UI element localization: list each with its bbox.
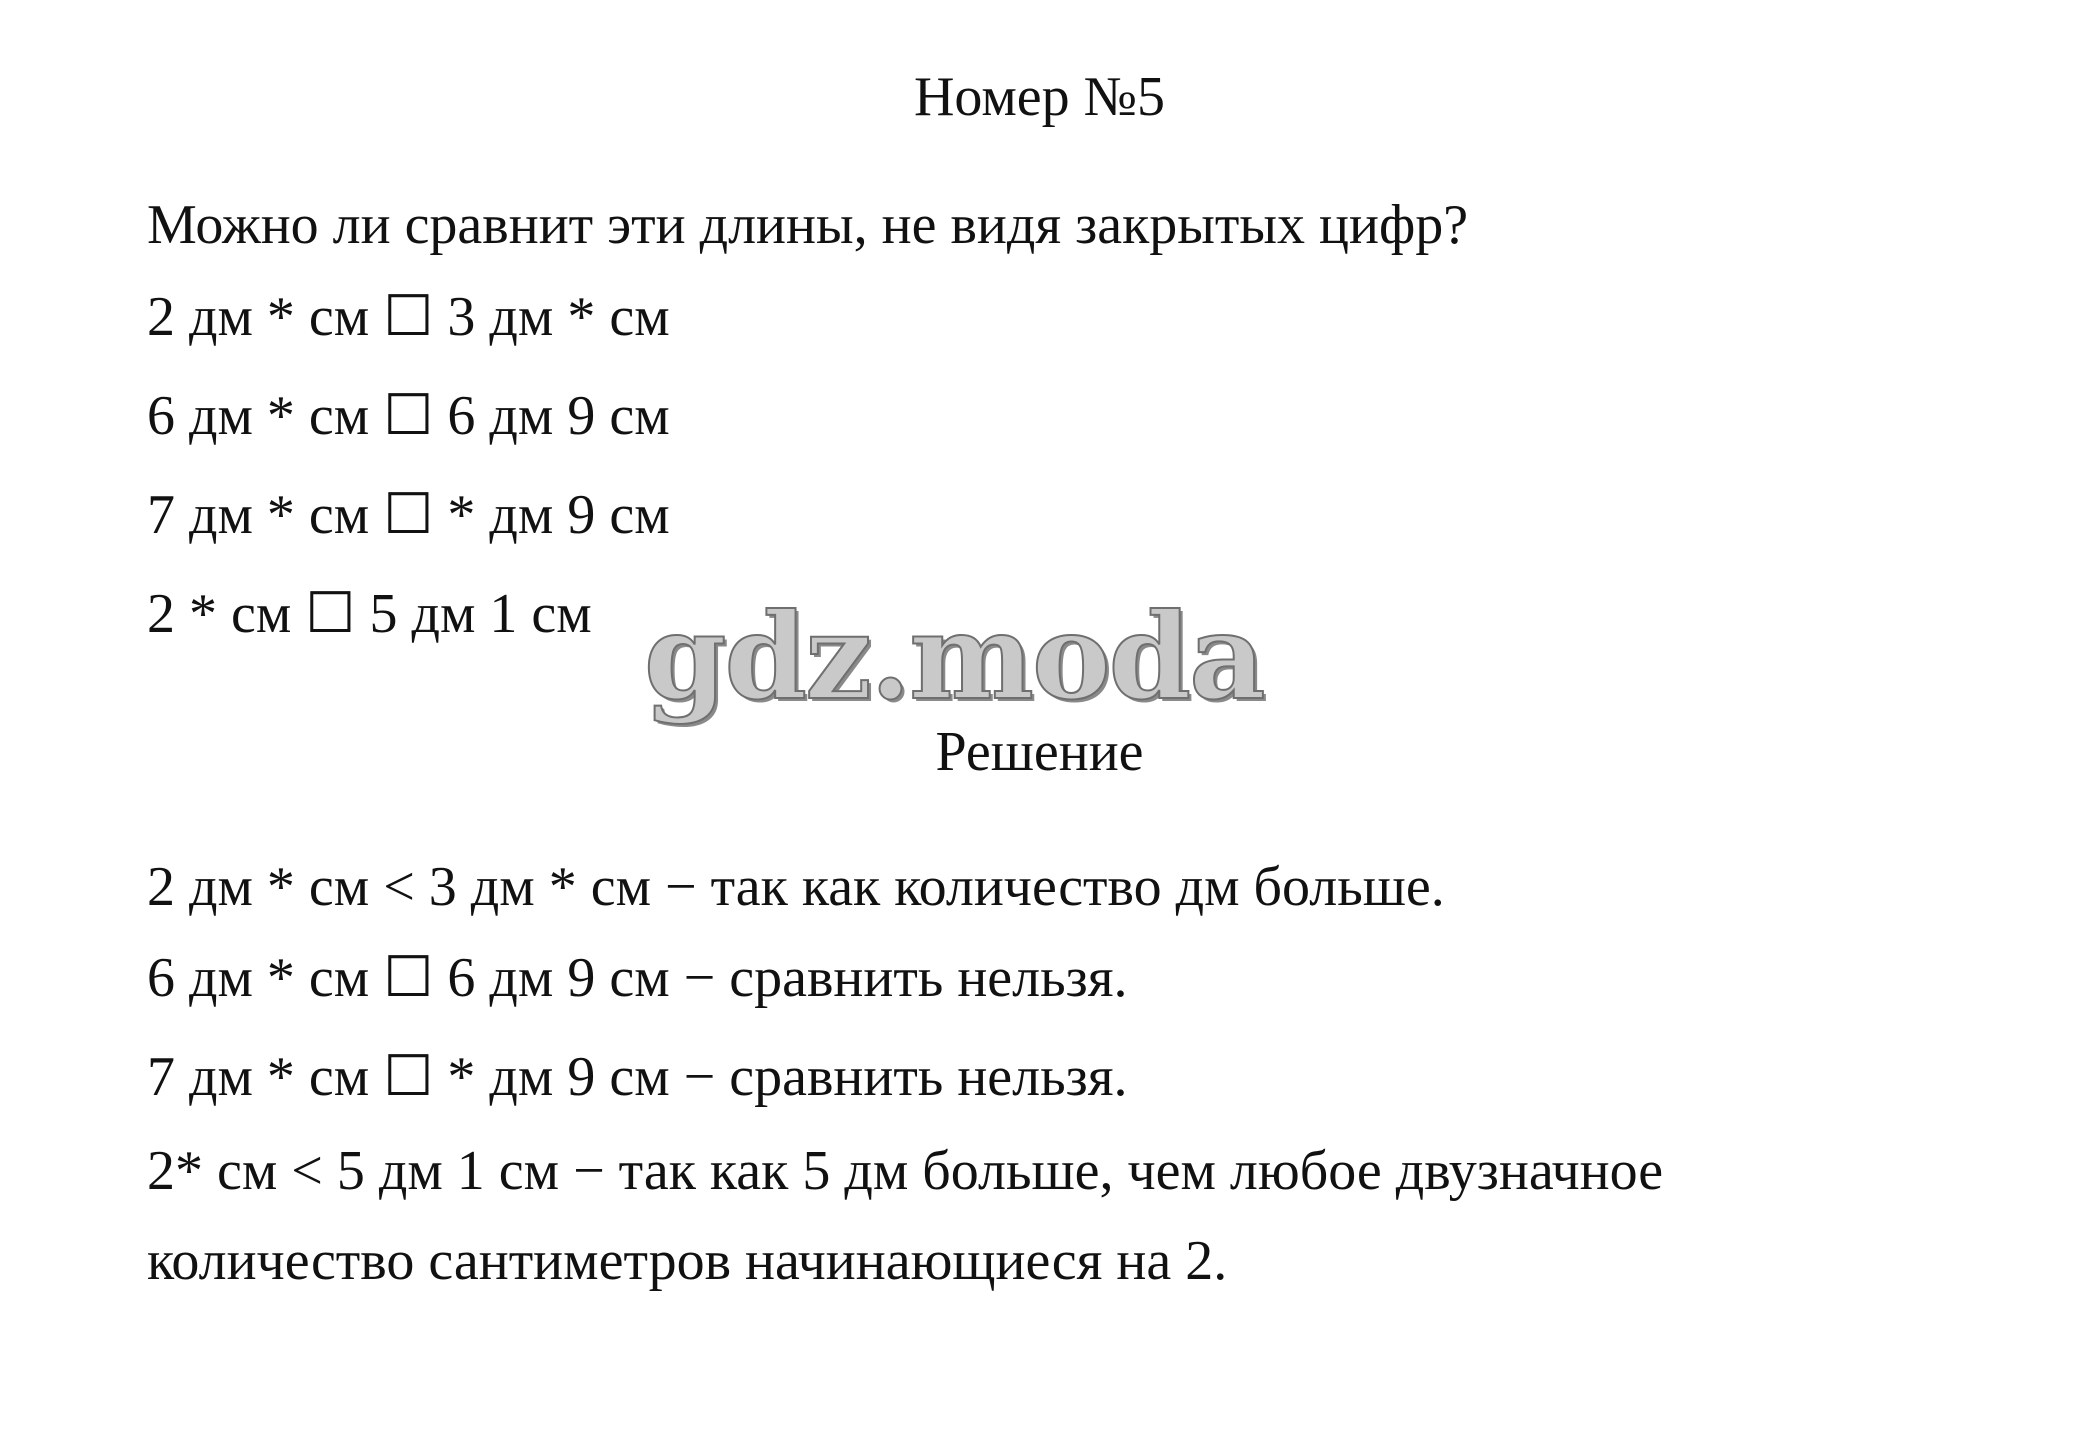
task-line: 2 дм * см ☐ 3 дм * см <box>147 286 670 348</box>
answer-line: 2* см < 5 дм 1 см − так как 5 дм больше, чем любое двузначное <box>147 1140 1664 1202</box>
answer-line: 7 дм * см ☐ * дм 9 см − сравнить нельзя. <box>147 1046 1128 1108</box>
answer-line: 6 дм * см ☐ 6 дм 9 см − сравнить нельзя. <box>147 947 1128 1009</box>
watermark-logo: gdz.moda <box>644 587 1264 726</box>
page-title: Номер №5 <box>913 66 1166 128</box>
question-text: Можно ли сравнит эти длины, не видя закрытых цифр? <box>147 194 1469 256</box>
task-line: 7 дм * см ☐ * дм 9 см <box>147 484 670 546</box>
task-line: 6 дм * см ☐ 6 дм 9 см <box>147 385 670 447</box>
solution-heading: Решение <box>935 721 1144 783</box>
answer-line: 2 дм * см < 3 дм * см − так как количество дм больше. <box>147 856 1445 918</box>
task-line: 2 * см ☐ 5 дм 1 см <box>147 583 592 645</box>
answer-line: количество сантиметров начинающиеся на 2. <box>147 1230 1228 1292</box>
